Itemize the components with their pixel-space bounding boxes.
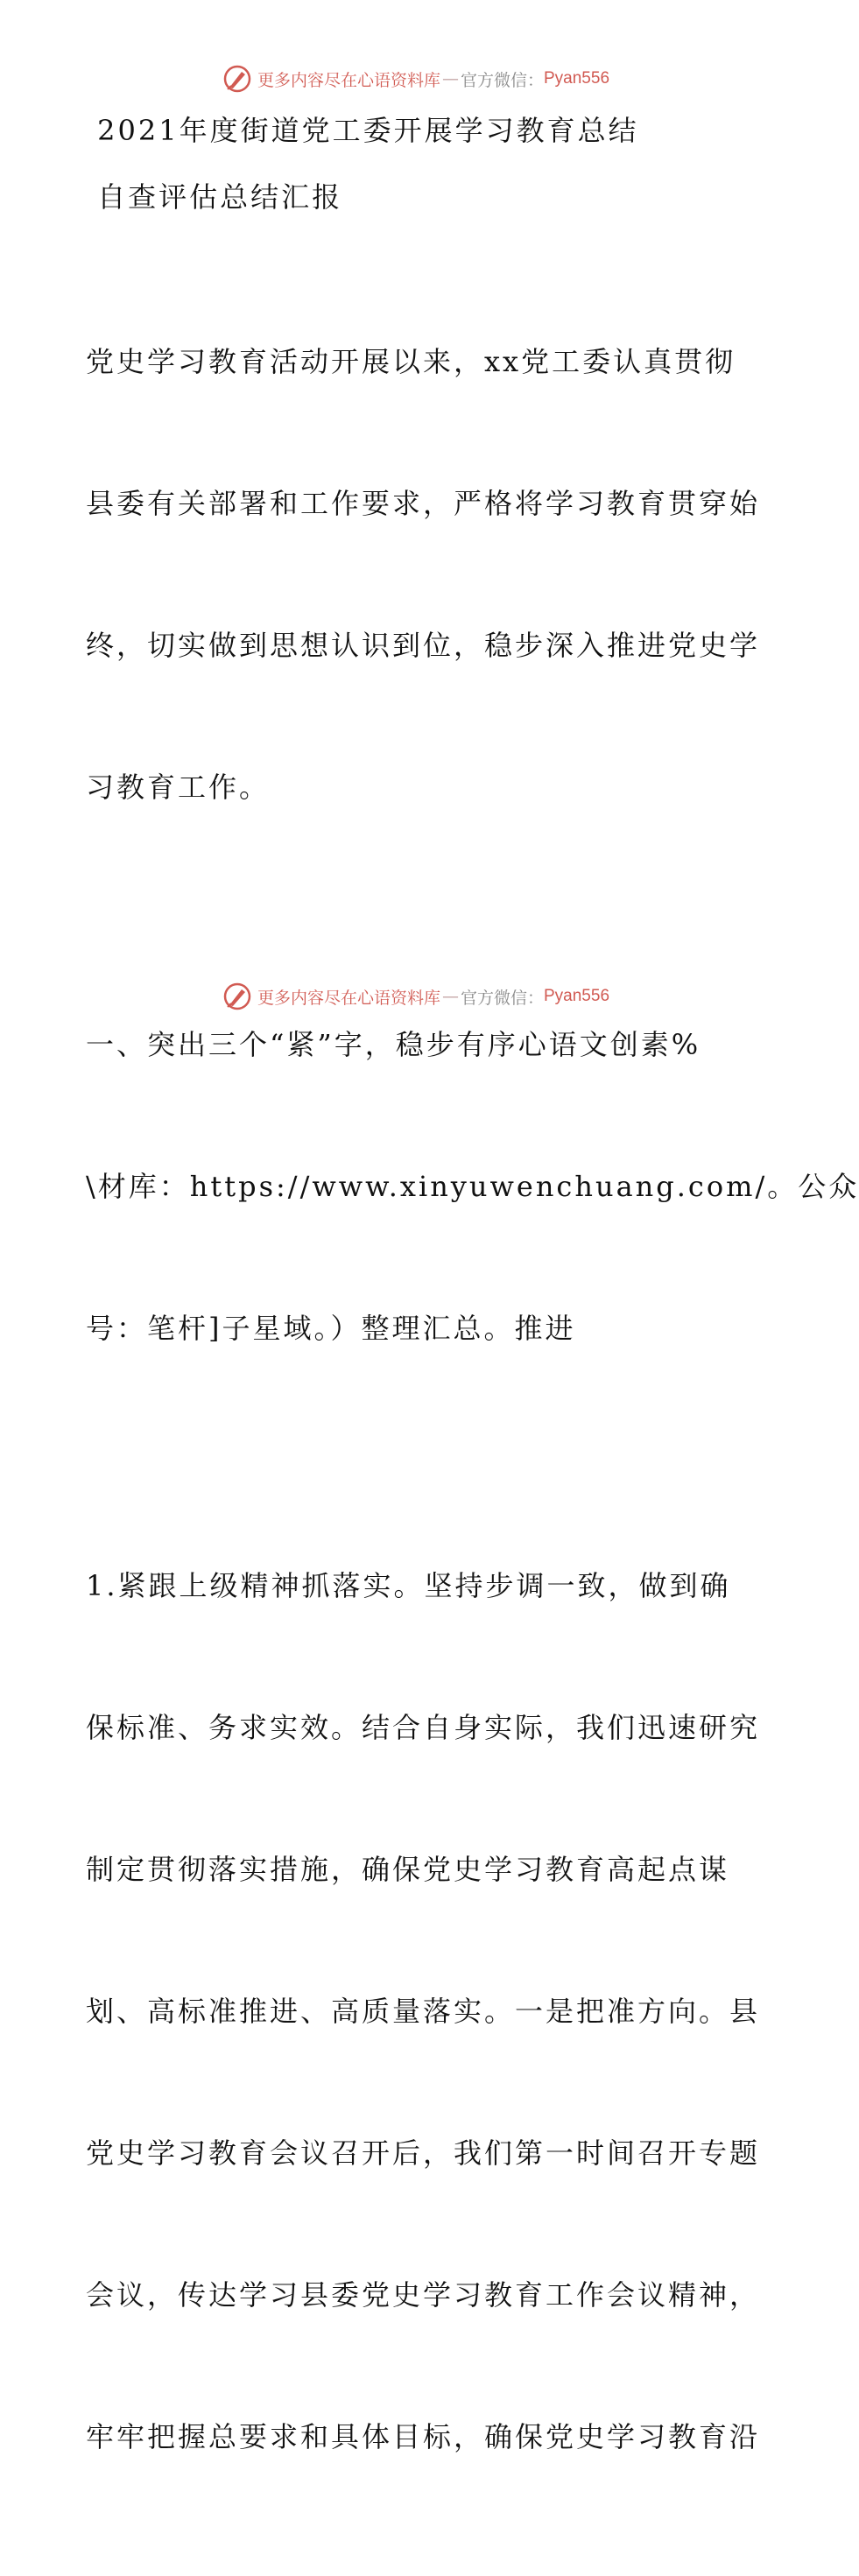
paragraph-line: 终，切实做到思想认识到位，稳步深入推进党史学 <box>86 629 761 662</box>
watermark-dash: — <box>441 987 459 1006</box>
paragraph-line: 一、突出三个“紧”字，稳步有序心语文创素% <box>86 1028 701 1061</box>
paragraph-intro <box>86 243 761 905</box>
watermark-dash: — <box>441 69 459 88</box>
paragraph-line: 1.紧跟上级精神抓落实。坚持步调一致，做到确 <box>86 1569 731 1602</box>
paragraph-line: 制定贯彻落实措施，确保党史学习教育高起点谋 <box>86 1853 730 1886</box>
paragraph-line: 党史学习教育活动开展以来，xx党工委认真贯彻 <box>86 345 736 378</box>
watermark-text: 更多内容尽在心语资料库 <box>257 70 440 90</box>
paragraph-line: 习教育工作。 <box>86 771 271 804</box>
paragraph-line: 会议，传达学习县委党史学习教育工作会议精神， <box>86 2278 761 2312</box>
paragraph-item-1 <box>86 1467 761 2555</box>
paragraph-line: 党史学习教育会议召开后，我们第一时间召开专题 <box>86 2136 761 2170</box>
paragraph-line: 保标准、务求实效。结合自身实际，我们迅速研究 <box>86 1711 761 1744</box>
watermark-wechat-label: 官方微信： <box>460 988 544 1008</box>
paragraph-line: 号：笔杆]子星域。）整理汇总。推进 <box>86 1312 576 1345</box>
paragraph-line: 划、高标准推进、高质量落实。一是把准方向。县 <box>86 1995 761 2028</box>
quill-pen-circle-icon <box>222 64 252 94</box>
document-body <box>86 107 859 2576</box>
paragraph-line: 县委有关部署和工作要求，严格将学习教育贯穿始 <box>86 487 761 520</box>
watermark-banner-bottom <box>0 979 832 1014</box>
watermark-wechat-id: Pyan556 <box>544 69 610 88</box>
watermark-text: 更多内容尽在心语资料库 <box>257 988 440 1008</box>
watermark-wechat-label: 官方微信： <box>460 70 544 90</box>
paragraph-line: \材库：https://www.xinyuwenchuang.com/。公众 <box>86 1170 859 1203</box>
paragraph-line: 牢牢把握总要求和具体目标，确保党史学习教育沿 <box>86 2420 761 2453</box>
document-title: 2021年度街道党工委开展学习教育总结 <box>86 114 639 147</box>
quill-pen-circle-icon <box>222 982 252 1011</box>
watermark-banner-top <box>0 61 832 96</box>
document-subtitle: 自查评估总结汇报 <box>86 180 343 214</box>
watermark-wechat-id: Pyan556 <box>544 987 610 1005</box>
